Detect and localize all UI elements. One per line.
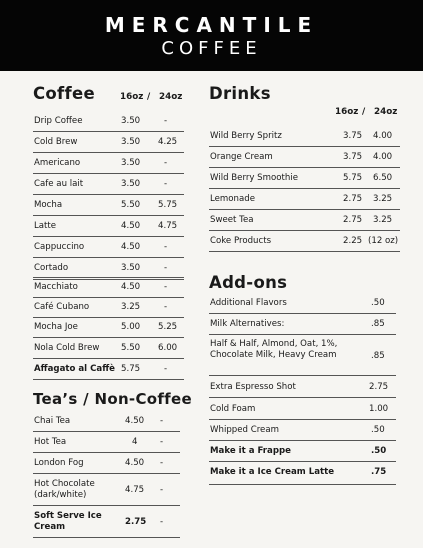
- drinks-row: [209, 127, 400, 147]
- item-name: Cafe au lait: [34, 179, 84, 189]
- item-price-16oz: 3.50: [121, 263, 141, 273]
- item-price-24oz: 5.75: [158, 200, 178, 210]
- item-price-24oz: 6.00: [158, 343, 178, 353]
- coffee-row: [33, 299, 184, 318]
- item-price-16oz: 4.50: [121, 221, 141, 231]
- coffee-row: [33, 197, 184, 216]
- tea-row: [33, 508, 180, 538]
- item-price: .75: [371, 467, 387, 477]
- item-name: Cappuccino: [34, 242, 85, 252]
- coffee-row: [33, 155, 184, 174]
- tea-row: [33, 476, 180, 506]
- item-name: Lemonade: [210, 194, 256, 204]
- item-name: Latte: [34, 221, 57, 231]
- addon-row: [209, 421, 396, 441]
- item-name: Sweet Tea: [210, 215, 254, 225]
- item-name: Whipped Cream: [210, 425, 279, 435]
- item-price: .50: [371, 298, 385, 308]
- item-name: Cortado: [34, 263, 69, 273]
- item-price: 2.75: [369, 382, 389, 392]
- item-name: Make it a Ice Cream Latte: [210, 467, 335, 477]
- item-price-16oz: 3.75: [343, 152, 363, 162]
- item-price-16oz: 3.50: [121, 137, 141, 147]
- item-name: Cold Foam: [210, 404, 256, 414]
- item-price-16oz: 3.75: [343, 131, 363, 141]
- item-name: Chai Tea: [34, 416, 71, 426]
- item-name: Additional Flavors: [210, 298, 287, 308]
- item-name: Wild Berry Spritz: [210, 131, 282, 141]
- item-price-16oz: 4.50: [125, 458, 145, 468]
- item-name: Mocha: [34, 200, 63, 210]
- addon-row: [209, 442, 396, 462]
- item-name: Macchiato: [34, 282, 78, 292]
- item-price-24oz: 4.75: [158, 221, 178, 231]
- item-name: Hot Tea: [34, 437, 67, 447]
- item-name: Extra Espresso Shot: [210, 382, 296, 392]
- item-price-16oz: 4.50: [125, 416, 145, 426]
- item-price-16oz: 2.75: [343, 194, 363, 204]
- item-name: Orange Cream: [210, 152, 273, 162]
- item-name: Café Cubano: [34, 302, 90, 312]
- item-price-24oz: -: [160, 517, 164, 527]
- item-price: .50: [371, 425, 385, 435]
- coffee-row: [33, 176, 184, 195]
- item-price-16oz: 4: [132, 437, 138, 447]
- coffee-col-24oz: 24oz: [159, 92, 183, 102]
- addon-row: [209, 294, 396, 314]
- coffee-row: [33, 361, 184, 380]
- item-price: 1.00: [369, 404, 389, 414]
- addon-row: [209, 336, 396, 376]
- tea-title: Tea’s / Non-Coffee: [33, 390, 192, 408]
- item-price-24oz: -: [164, 242, 168, 252]
- item-price-24oz: (12 oz): [368, 236, 399, 246]
- item-price-24oz: 3.25: [373, 194, 393, 204]
- item-price-24oz: -: [160, 416, 164, 426]
- coffee-row: [33, 134, 184, 153]
- drinks-title: Drinks: [209, 84, 271, 103]
- drinks-row: [209, 190, 400, 210]
- coffee-col-sep: /: [147, 92, 151, 102]
- coffee-title: Coffee: [33, 84, 95, 103]
- item-price: .50: [371, 446, 387, 456]
- brand-subtitle: COFFEE: [161, 38, 262, 59]
- item-price-16oz: 2.25: [343, 236, 363, 246]
- coffee-row: [33, 340, 184, 359]
- coffee-row: [33, 239, 184, 258]
- item-price-24oz: 4.00: [373, 131, 393, 141]
- brand-name: MERCANTILE: [104, 13, 319, 37]
- item-price-24oz: -: [164, 179, 168, 189]
- tea-row: [33, 455, 180, 474]
- item-price-24oz: 3.25: [373, 215, 393, 225]
- item-price-24oz: -: [164, 158, 168, 168]
- item-price-16oz: 4.50: [121, 282, 141, 292]
- drinks-row: [209, 232, 400, 252]
- item-name: Half & Half, Almond, Oat, 1%, Chocolate Milk, Heavy Cream: [210, 339, 338, 360]
- item-price-16oz: 5.50: [121, 343, 141, 353]
- addon-row: [209, 463, 396, 485]
- addon-row: [209, 378, 396, 398]
- item-price-24oz: -: [164, 364, 168, 374]
- item-name: Affagato al Caffè: [34, 364, 115, 374]
- item-price-24oz: -: [164, 302, 168, 312]
- drinks-col-sep: /: [362, 107, 366, 117]
- coffee-row: [33, 319, 184, 338]
- item-price-24oz: 4.00: [373, 152, 393, 162]
- coffee-row: [33, 113, 184, 132]
- item-price-16oz: 4.75: [125, 485, 145, 495]
- item-price-16oz: 5.00: [121, 322, 141, 332]
- coffee-row: [33, 260, 184, 280]
- item-price-16oz: 2.75: [343, 215, 363, 225]
- item-price-24oz: -: [160, 458, 164, 468]
- item-price-16oz: 3.50: [121, 116, 141, 126]
- coffee-col-16oz: 16oz: [120, 92, 144, 102]
- item-price: .85: [371, 351, 385, 361]
- drinks-row: [209, 211, 400, 231]
- item-price-24oz: -: [160, 485, 164, 495]
- addon-row: [209, 315, 396, 335]
- item-name: Make it a Frappe: [210, 446, 291, 456]
- item-price: .85: [371, 319, 385, 329]
- item-price-16oz: 2.75: [125, 517, 147, 527]
- item-price-24oz: -: [164, 116, 168, 126]
- item-price-24oz: -: [164, 263, 168, 273]
- item-price-16oz: 3.25: [121, 302, 141, 312]
- tea-row: [33, 413, 180, 432]
- addons-title: Add-ons: [209, 273, 288, 292]
- item-price-16oz: 5.75: [343, 173, 363, 183]
- item-name: Cold Brew: [34, 137, 78, 147]
- addon-row: [209, 400, 396, 420]
- tea-row: [33, 434, 180, 453]
- item-price-16oz: 4.50: [121, 242, 141, 252]
- coffee-row: [33, 279, 184, 298]
- item-name: Soft Serve Ice Cream: [34, 511, 102, 532]
- item-name: Nola Cold Brew: [34, 343, 100, 353]
- item-name: Hot Chocolate (dark/white): [34, 479, 95, 500]
- item-name: Drip Coffee: [34, 116, 83, 126]
- item-name: Americano: [34, 158, 81, 168]
- item-price-24oz: -: [160, 437, 164, 447]
- item-price-16oz: 3.50: [121, 179, 141, 189]
- item-price-16oz: 5.50: [121, 200, 141, 210]
- item-name: Mocha Joe: [34, 322, 78, 332]
- item-price-24oz: 4.25: [158, 137, 178, 147]
- drinks-col-16oz: 16oz: [335, 107, 359, 117]
- item-name: Wild Berry Smoothie: [210, 173, 299, 183]
- drinks-col-24oz: 24oz: [374, 107, 398, 117]
- item-price-24oz: 6.50: [373, 173, 393, 183]
- menu-header: [0, 0, 423, 71]
- item-name: Coke Products: [210, 236, 272, 246]
- drinks-row: [209, 148, 400, 168]
- item-price-16oz: 3.50: [121, 158, 141, 168]
- coffee-row: [33, 218, 184, 237]
- item-name: London Fog: [34, 458, 84, 468]
- item-name: Milk Alternatives:: [210, 319, 285, 329]
- item-price-24oz: 5.25: [158, 322, 178, 332]
- item-price-24oz: -: [164, 282, 168, 292]
- item-price-16oz: 5.75: [121, 364, 141, 374]
- drinks-row: [209, 169, 400, 189]
